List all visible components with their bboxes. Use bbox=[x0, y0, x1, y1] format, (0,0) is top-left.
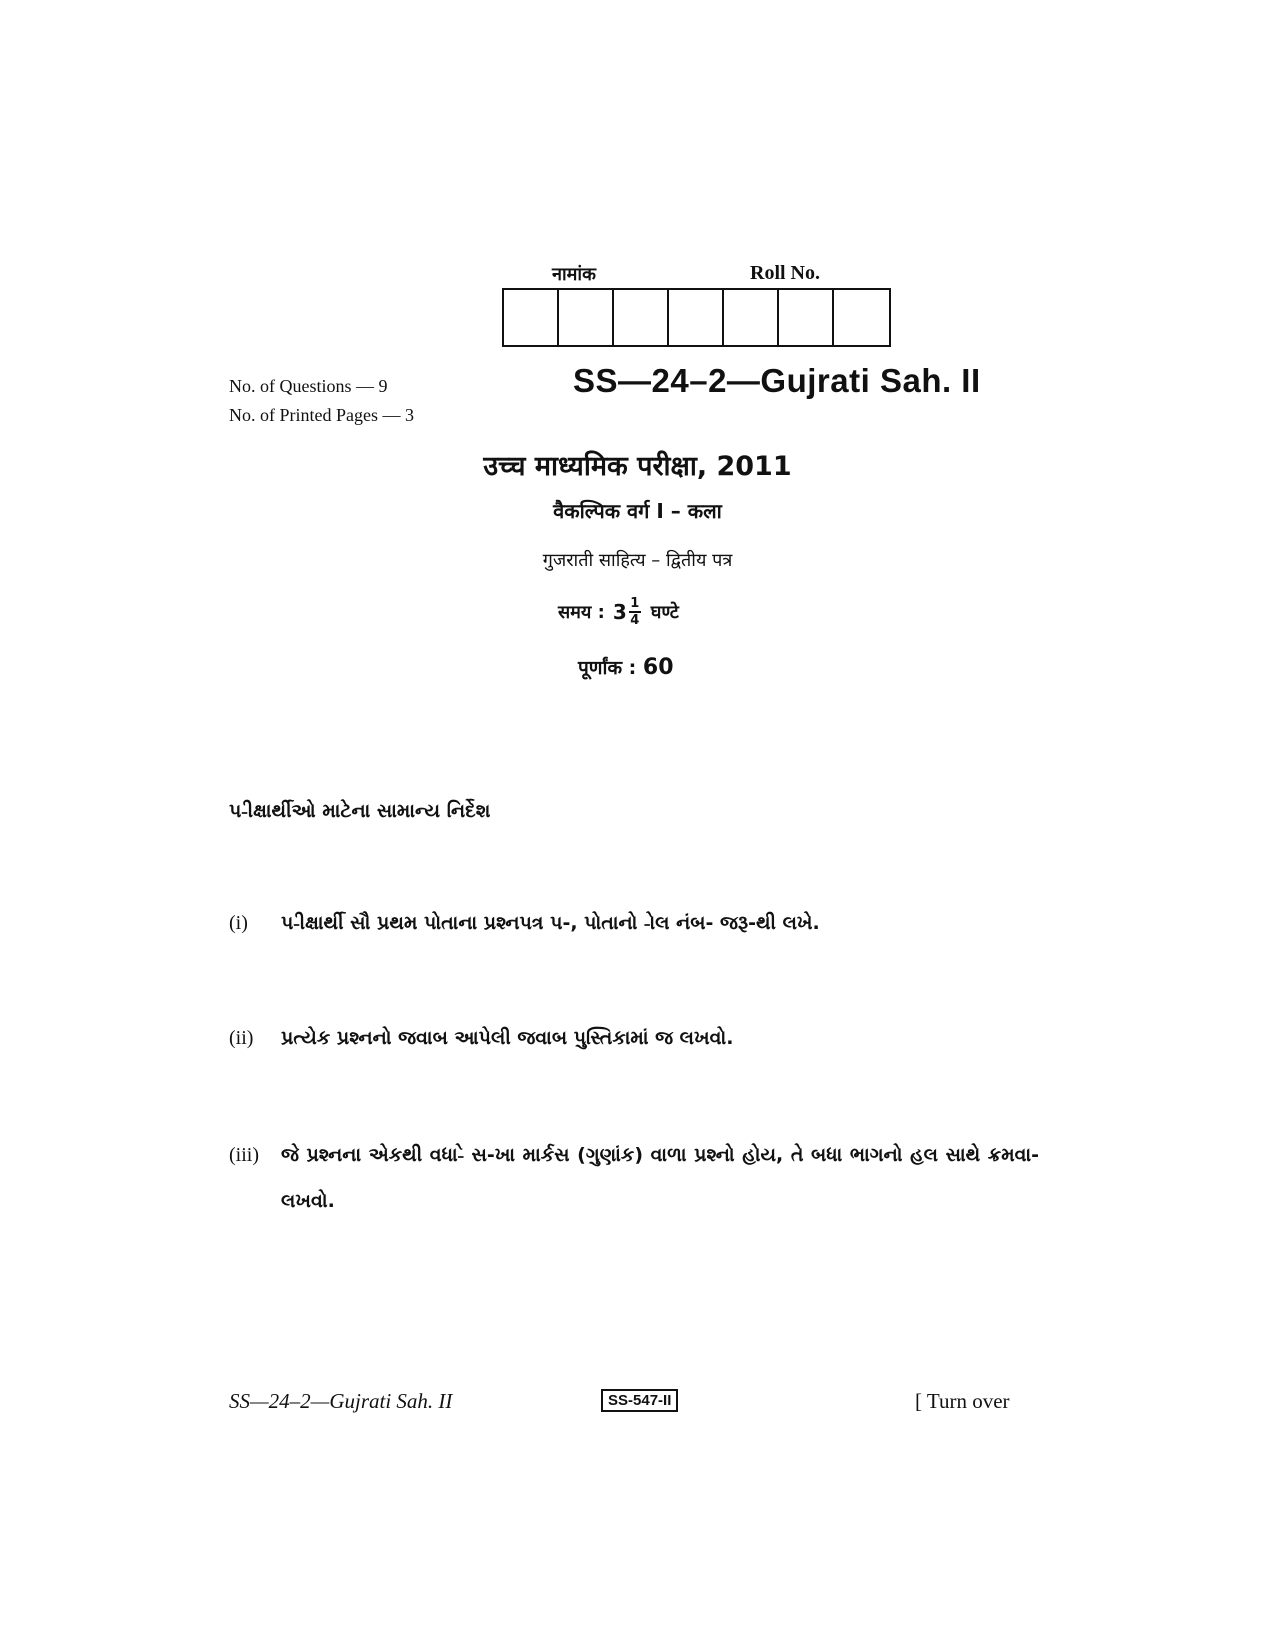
instruction-item bbox=[229, 1132, 1039, 1224]
time-label: समय : bbox=[558, 602, 605, 623]
roll-box bbox=[779, 290, 834, 345]
marks-value: 60 bbox=[642, 655, 674, 680]
roll-box bbox=[614, 290, 669, 345]
instruction-number: (iii) bbox=[229, 1144, 259, 1166]
time-whole: 3 bbox=[612, 600, 627, 624]
instruction-item bbox=[229, 1015, 1039, 1061]
optional-group: वैकल्पिक वर्ग I – कला bbox=[553, 499, 722, 523]
time-fraction-denominator: 4 bbox=[630, 613, 640, 628]
turn-over-note: [ Turn over bbox=[915, 1389, 1010, 1413]
instruction-number: (i) bbox=[229, 912, 248, 934]
exam-title: उच्च माध्यमिक परीक्षा, 2011 bbox=[483, 451, 792, 482]
roll-box bbox=[724, 290, 779, 345]
time-fraction-numerator: 1 bbox=[630, 596, 640, 611]
roll-box bbox=[669, 290, 724, 345]
num-questions: No. of Questions — 9 bbox=[229, 376, 388, 396]
marks-label: पूर्णांक : bbox=[578, 657, 637, 679]
instruction-text: પ્રત્યેક પ્રશ્નનો જવાબ આપેલી જવાબ પુસ્તિકામાં જ લખવો. bbox=[281, 1027, 734, 1049]
roll-box bbox=[834, 290, 889, 345]
time-allowed bbox=[558, 596, 679, 628]
num-printed-pages: No. of Printed Pages — 3 bbox=[229, 405, 414, 425]
instructions-heading: પ-ીક્ષાર્થીઓ માટેના સામાન્ય નિર્દેશ bbox=[229, 800, 491, 822]
roll-box bbox=[559, 290, 614, 345]
max-marks bbox=[578, 654, 674, 680]
paper-code: SS—24–2—Gujrati Sah. II bbox=[573, 362, 981, 399]
time-unit: घण्टे bbox=[650, 602, 679, 623]
instruction-item bbox=[229, 900, 1039, 946]
roll-box bbox=[504, 290, 559, 345]
instruction-number: (ii) bbox=[229, 1027, 254, 1049]
roll-number-boxes bbox=[502, 288, 891, 347]
roll-label-hindi: नामांक bbox=[552, 264, 596, 285]
subject-title: गुजराती साहित्य – द्वितीय पत्र bbox=[542, 550, 733, 571]
footer-paper-code: SS—24–2—Gujrati Sah. II bbox=[229, 1389, 453, 1413]
time-fraction bbox=[629, 596, 641, 628]
roll-label-english: Roll No. bbox=[750, 262, 820, 284]
instruction-text: પ-ીક્ષાર્થી સૌ પ્રથમ પોતાના પ્રશ્નપત્ર પ-, પોતાનો -ોલ નંબ- જરૂ-થી લખે. bbox=[281, 912, 820, 934]
instruction-text: જે પ્રશ્નના એકથી વધા-ે સ-ખા માર્કસ (ગુણાંક) વાળા પ્રશ્નો હોય, તે બધા ભાગનો હલ સાથે ક્રમવા- લખવો. bbox=[281, 1144, 1039, 1212]
footer-boxed-code: SS-547-II bbox=[601, 1389, 678, 1412]
